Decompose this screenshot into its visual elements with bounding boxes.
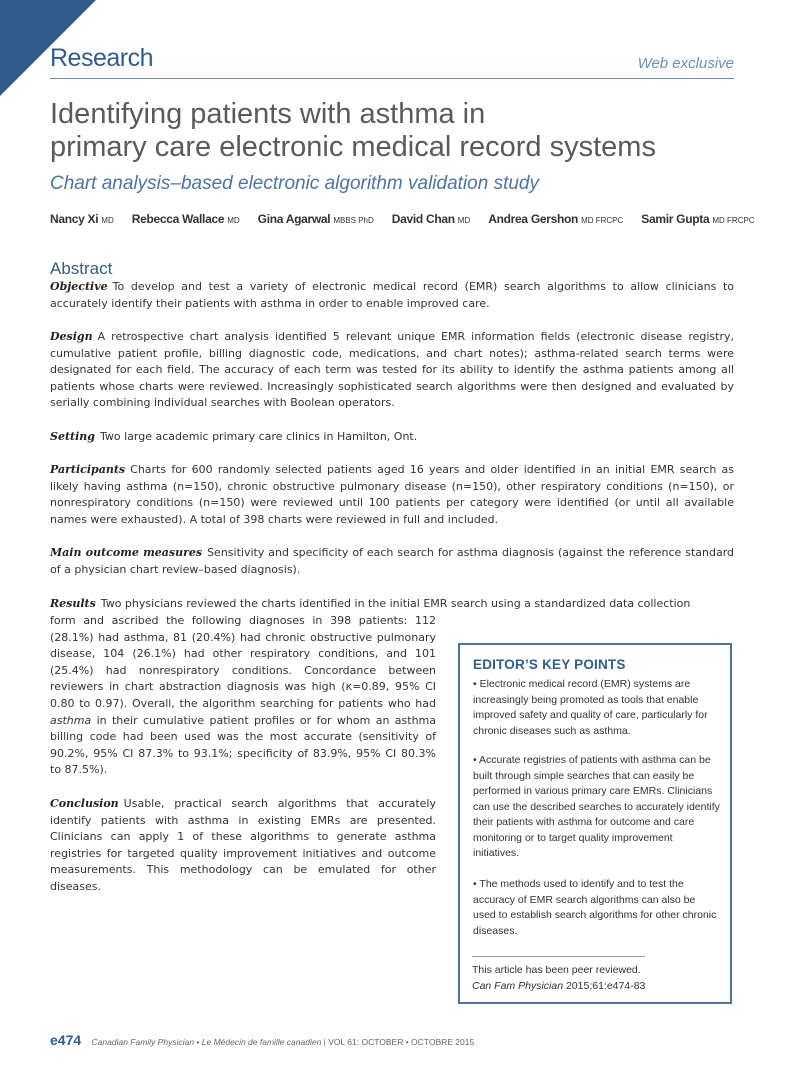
web-exclusive-tag: Web exclusive xyxy=(637,55,734,72)
key-points-heading: EDITOR’S KEY POINTS xyxy=(473,657,626,672)
key-point-item: • Electronic medical record (EMR) systems are increasingly being promoted as tools that enable improved safety and quality of care, particularly for chronic diseases such as asthma. xyxy=(473,678,708,737)
key-point-item: • Accurate registries of patients with asthma can be built through simple searches that can easily be performed in various primary care EMRs. Clinicians can use the described searches to accurately identify their patients with asthma for outcome and care monitoring or to target quality improvement initiatives. xyxy=(473,754,720,859)
peer-review-note: This article has been peer reviewed. Can Fam Physician 2015;61:e474-83 xyxy=(472,964,646,992)
page-number: e474 xyxy=(50,1032,82,1048)
article-subtitle: Chart analysis–based electronic algorithm validation study xyxy=(50,173,539,194)
journal-name: Canadian Family Physician • Le Médecin de famille canadien xyxy=(91,1037,322,1047)
design-paragraph: Design A retrospective chart analysis identified 5 relevant unique EMR information fields (electronic disease registry, cumulative patient profile, billing diagnostic code, medications, and chart notes); asthma-related search terms were designated for each field. The accuracy of each term was tested for its ability to identify the asthma patients among all patients whose charts were reviewed. Increasingly sophisticated search algorithms were then designed and evaluated by serially combining individual searches with Boolean operators. xyxy=(50,330,734,410)
author: Rebecca Wallace MD xyxy=(131,212,240,226)
title-line-1: Identifying patients with asthma in xyxy=(50,98,486,130)
author: Nancy Xi MD xyxy=(50,212,114,226)
author: David Chan MD xyxy=(391,212,471,226)
issue-info: | VOL 61: OCTOBER • OCTOBRE 2015 xyxy=(323,1037,475,1047)
abstract-heading: Abstract xyxy=(50,259,113,278)
setting-paragraph: Setting Two large academic primary care clinics in Hamilton, Ont. xyxy=(50,430,418,443)
key-point-item: • The methods used to identify and to test the accuracy of EMR search algorithms can also be used to establish search algorithms for other chronic diseases. xyxy=(473,878,717,937)
page-footer xyxy=(50,1032,474,1048)
author-list xyxy=(50,212,755,226)
author: Gina Agarwal MBBS PhD xyxy=(257,212,374,226)
section-label: Research xyxy=(50,44,153,72)
author: Andrea Gershon MD FRCPC xyxy=(488,212,624,226)
header-rule xyxy=(50,78,734,79)
results-paragraph: form and ascribed the following diagnoses in 398 patients: 112 (28.1%) had asthma, 81 (20.4%) had chronic obstructive pulmonary disease, 104 (26.1%) had other respiratory conditions, and 101 (25.4%) had nonrespiratory conditions. Concordance between reviewers in chart abstraction diagnosis was high (κ=0.89, 95% CI 0.80 to 0.97). Overall, the algorithm searching for patients who had asthma in their cumulative patient profiles or for whom an asthma billing code had been used was the most accurate (sensitivity of 90.2%, 95% CI 87.3% to 93.1%; specificity of 83.9%, 95% CI 80.3% to 87.5%). xyxy=(50,614,436,777)
results-first-line: Results Two physicians reviewed the charts identified in the initial EMR search using a standardized data collection xyxy=(50,597,691,610)
participants-paragraph: Participants Charts for 600 randomly selected patients aged 16 years and older identified in an initial EMR search as likely having asthma (n=150), chronic obstructive pulmonary disease (n=150), other respiratory conditions (n=150), or nonrespiratory conditions (n=150) were reviewed until 100 patients per category were identified (or until all available names were exhausted). A total of 398 charts were reviewed in full and included. xyxy=(50,463,734,526)
conclusion-paragraph: Conclusion Usable, practical search algorithms that accurately identify patients with asthma in existing EMRs are presented. Clinicians can apply 1 of these algorithms to generate asthma registries for targeted quality improvement initiatives and outcome measurements. This methodology can be emulated for other diseases. xyxy=(50,797,436,893)
editors-key-points-box xyxy=(458,643,732,1004)
objective-paragraph: Objective To develop and test a variety of electronic medical record (EMR) search algorithms to allow clinicians to accurately identify their patients with asthma in order to enable improved care. xyxy=(50,280,734,310)
box-divider xyxy=(472,956,645,957)
article-title xyxy=(50,98,750,164)
author: Samir Gupta MD FRCPC xyxy=(641,212,755,226)
outcome-paragraph: Main outcome measures Sensitivity and specificity of each search for asthma diagnosis (against the reference standard of a physician chart review–based diagnosis). xyxy=(50,546,735,576)
title-line-2: primary care electronic medical record systems xyxy=(50,131,656,163)
